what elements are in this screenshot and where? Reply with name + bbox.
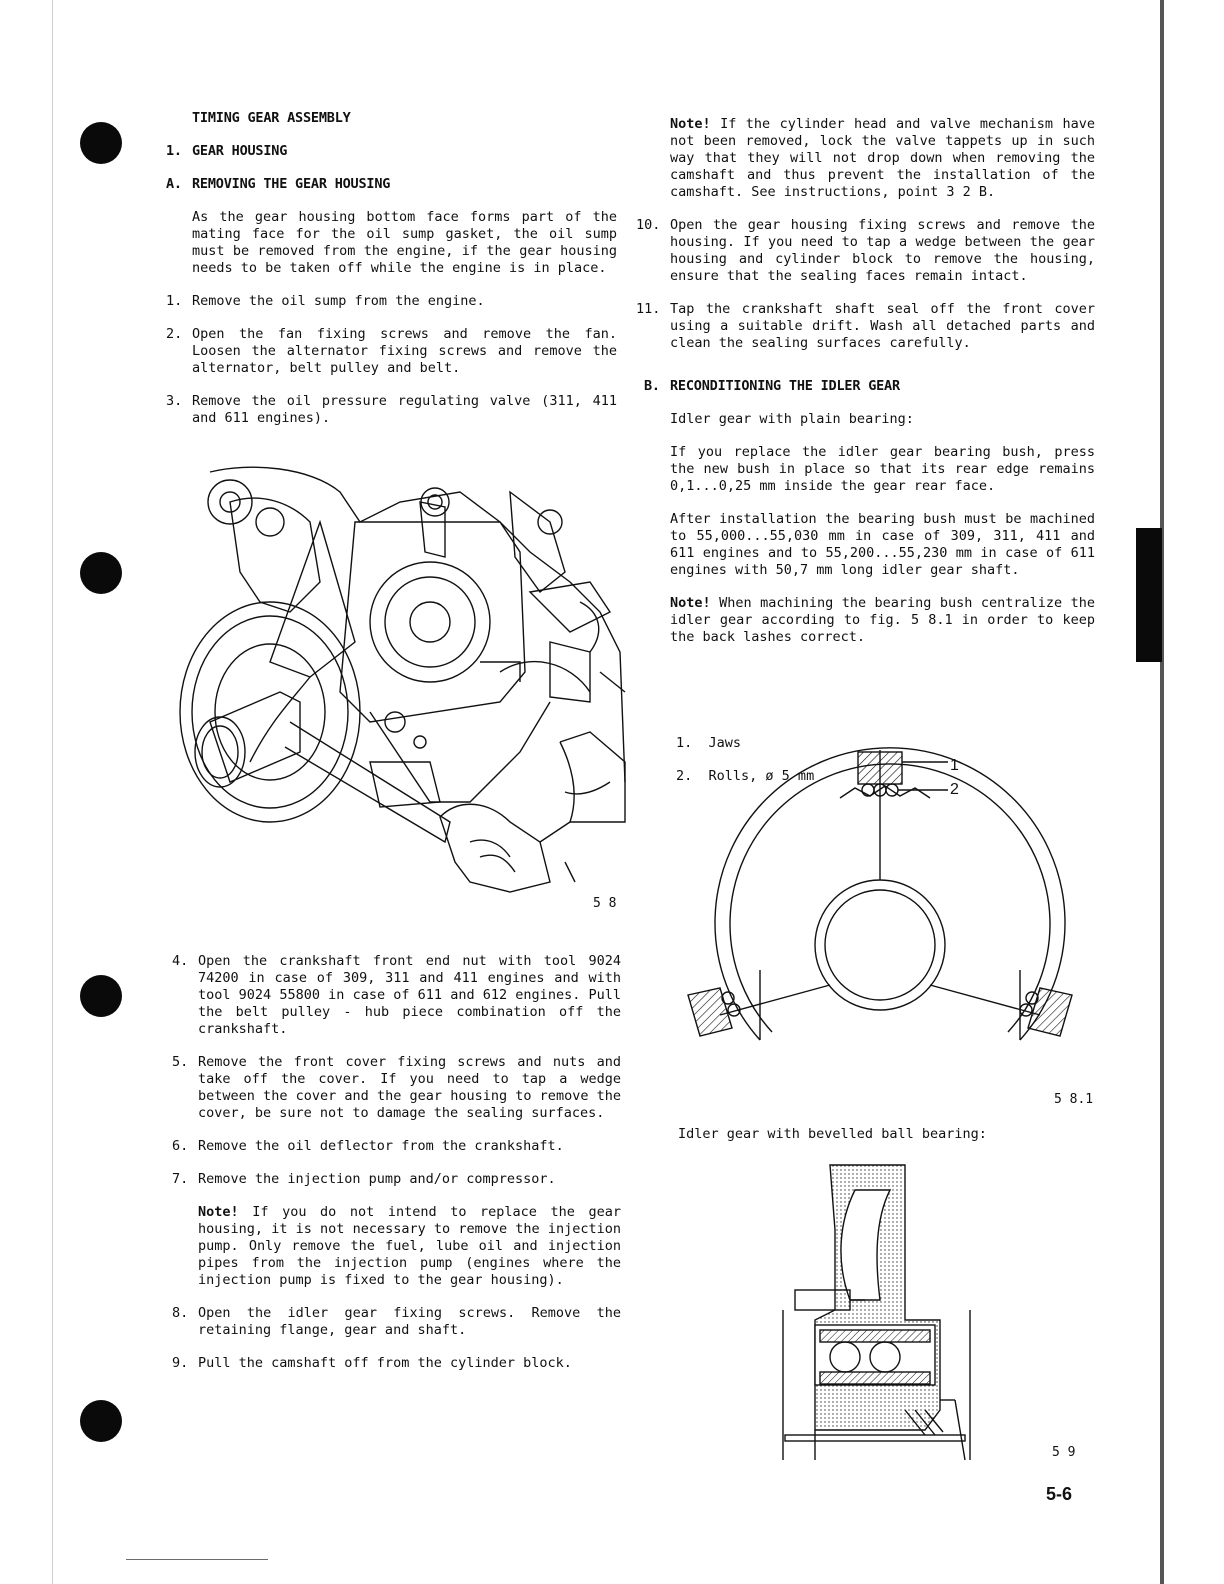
legend-text: Rolls, ø 5 mm: [708, 768, 815, 784]
ball-bearing-heading: Idler gear with bevelled ball bearing:: [678, 1126, 987, 1142]
note-text: When machining the bearing bush centralize the idler gear according to fig. 5 8.1 in order to keep the back lashes correct.: [670, 595, 1095, 645]
page-number: 5-6: [1046, 1484, 1073, 1504]
step-number: 2.: [166, 326, 183, 342]
section-a-label: REMOVING THE GEAR HOUSING: [192, 176, 391, 192]
punch-hole-2: [80, 552, 122, 594]
section-b-label: RECONDITIONING THE IDLER GEAR: [670, 378, 900, 394]
step-4: [172, 953, 621, 1038]
scan-artifact-line: [126, 1559, 268, 1560]
intro-paragraph: As the gear housing bottom face forms part of the mating face for the oil sump gasket, the oil sump must be removed from the engine, if the gear housing needs to be taken off while the engine is in place.: [192, 209, 617, 276]
step-11: [636, 301, 1095, 352]
bush-paragraph-1: If you replace the idler gear bearing bush, press the new bush in place so that its rear edge remains 0,1...0,25 mm inside the gear rear face.: [670, 444, 1095, 494]
section-1-label: GEAR HOUSING: [192, 143, 288, 159]
step-text: Remove the oil sump from the engine.: [192, 293, 485, 309]
plain-bearing-heading: Idler gear with plain bearing:: [670, 411, 914, 427]
scan-edge-right: [1160, 0, 1164, 1584]
note-valve-tappets: [670, 116, 1095, 201]
legend-number: 2.: [676, 768, 693, 784]
step-text: Open the gear housing fixing screws and remove the housing. If you need to tap a wedge between the gear housing and cylinder block to remove the housing, ensure that the sealing faces remain intact.: [670, 217, 1095, 284]
step-number: 10.: [636, 217, 661, 233]
step-text: Open the fan fixing screws and remove the fan. Loosen the alternator fixing screws and remove the alternator, belt pulley and belt.: [192, 326, 617, 376]
step-number: 8.: [172, 1305, 189, 1321]
note-text: If you do not intend to replace the gear housing, it is not necessary to remove the injection pump. Only remove the fuel, lube oil and injection pipes from the injection pump (engines where the injection pump is fixed to the gear housing).: [198, 1204, 621, 1288]
step-number: 3.: [166, 393, 183, 409]
section-1-heading: [166, 143, 617, 160]
right-column: [636, 116, 1095, 646]
punch-hole-4: [80, 1400, 122, 1442]
punch-hole-3: [80, 975, 122, 1017]
step-number: 4.: [172, 953, 189, 969]
section-a-heading: [166, 176, 617, 193]
step-1: [166, 293, 617, 310]
step-number: 11.: [636, 301, 661, 317]
punch-hole-1: [80, 122, 122, 164]
figure-5-8-label: 5 8: [593, 896, 617, 911]
step-number: 9.: [172, 1355, 189, 1371]
step-5: [172, 1054, 621, 1122]
figure-5-8-engine-drawing: [170, 462, 630, 912]
step-text: Remove the front cover fixing screws and nuts and take off the cover. If you need to tap a wedge between the cover and the gear housing to remove the cover, be sure not to damage the sealing surfaces.: [198, 1054, 621, 1121]
page-title: TIMING GEAR ASSEMBLY: [192, 110, 351, 126]
callout-1: 1: [950, 757, 959, 774]
step-number: 1.: [166, 293, 183, 309]
step-number: 6.: [172, 1138, 189, 1154]
step-3: [166, 393, 617, 427]
callout-2: 2: [950, 781, 959, 798]
step-number: 5.: [172, 1054, 189, 1070]
note-label: Note!: [670, 116, 711, 132]
step-8: [172, 1305, 621, 1339]
bush-paragraph-2: After installation the bearing bush must be machined to 55,000...55,030 mm in case of 309, 311, 411 and 611 engines and to 55,200...55,230 mm in case of 611 engines with 50,7 mm long idler gear shaft.: [670, 511, 1095, 578]
note-step-7: [198, 1204, 621, 1289]
step-number: 7.: [172, 1171, 189, 1187]
figure-5-8-1-centering-diagram: [680, 740, 1080, 1100]
step-6: [172, 1138, 621, 1155]
left-column: [166, 110, 617, 427]
step-text: Tap the crankshaft shaft seal off the front cover using a suitable drift. Wash all detached parts and clean the sealing surfaces carefully.: [670, 301, 1095, 351]
note-machining: [670, 595, 1095, 646]
scan-edge-left: [52, 0, 53, 1584]
section-thumb-tab: [1136, 528, 1162, 662]
note-label: Note!: [670, 595, 711, 611]
section-a-number: A.: [166, 176, 182, 192]
figure-5-9-label: 5 9: [1052, 1445, 1076, 1460]
step-10: [636, 217, 1095, 285]
note-label: Note!: [198, 1204, 239, 1220]
step-9: [172, 1355, 621, 1372]
legend-number: 1.: [676, 735, 693, 751]
step-7: [172, 1171, 621, 1188]
section-1-number: 1.: [166, 143, 182, 159]
section-b-heading: [644, 378, 1095, 395]
left-column-lower: [172, 953, 621, 1372]
section-b-number: B.: [644, 378, 660, 394]
step-text: Pull the camshaft off from the cylinder block.: [198, 1355, 572, 1371]
step-text: Remove the injection pump and/or compressor.: [198, 1171, 556, 1187]
figure-5-8-1-label: 5 8.1: [1054, 1092, 1094, 1107]
step-text: Open the crankshaft front end nut with tool 9024 74200 in case of 309, 311 and 411 engines and with tool 9024 55800 in case of 611 and 612 engines. Pull the belt pulley - hub piece combination off the crankshaft.: [198, 953, 621, 1037]
note-text: If the cylinder head and valve mechanism have not been removed, lock the valve tappets up in such way that they will not drop down when removing the camshaft and thus prevent the installation of the camshaft. See instructions, point 3 2 B.: [670, 116, 1095, 200]
step-text: Remove the oil pressure regulating valve (311, 411 and 611 engines).: [192, 393, 617, 426]
figure-5-9-ball-bearing-section: [775, 1160, 975, 1460]
step-2: [166, 326, 617, 377]
step-text: Remove the oil deflector from the crankshaft.: [198, 1138, 564, 1154]
legend-text: Jaws: [708, 735, 742, 751]
step-text: Open the idler gear fixing screws. Remove the retaining flange, gear and shaft.: [198, 1305, 621, 1338]
